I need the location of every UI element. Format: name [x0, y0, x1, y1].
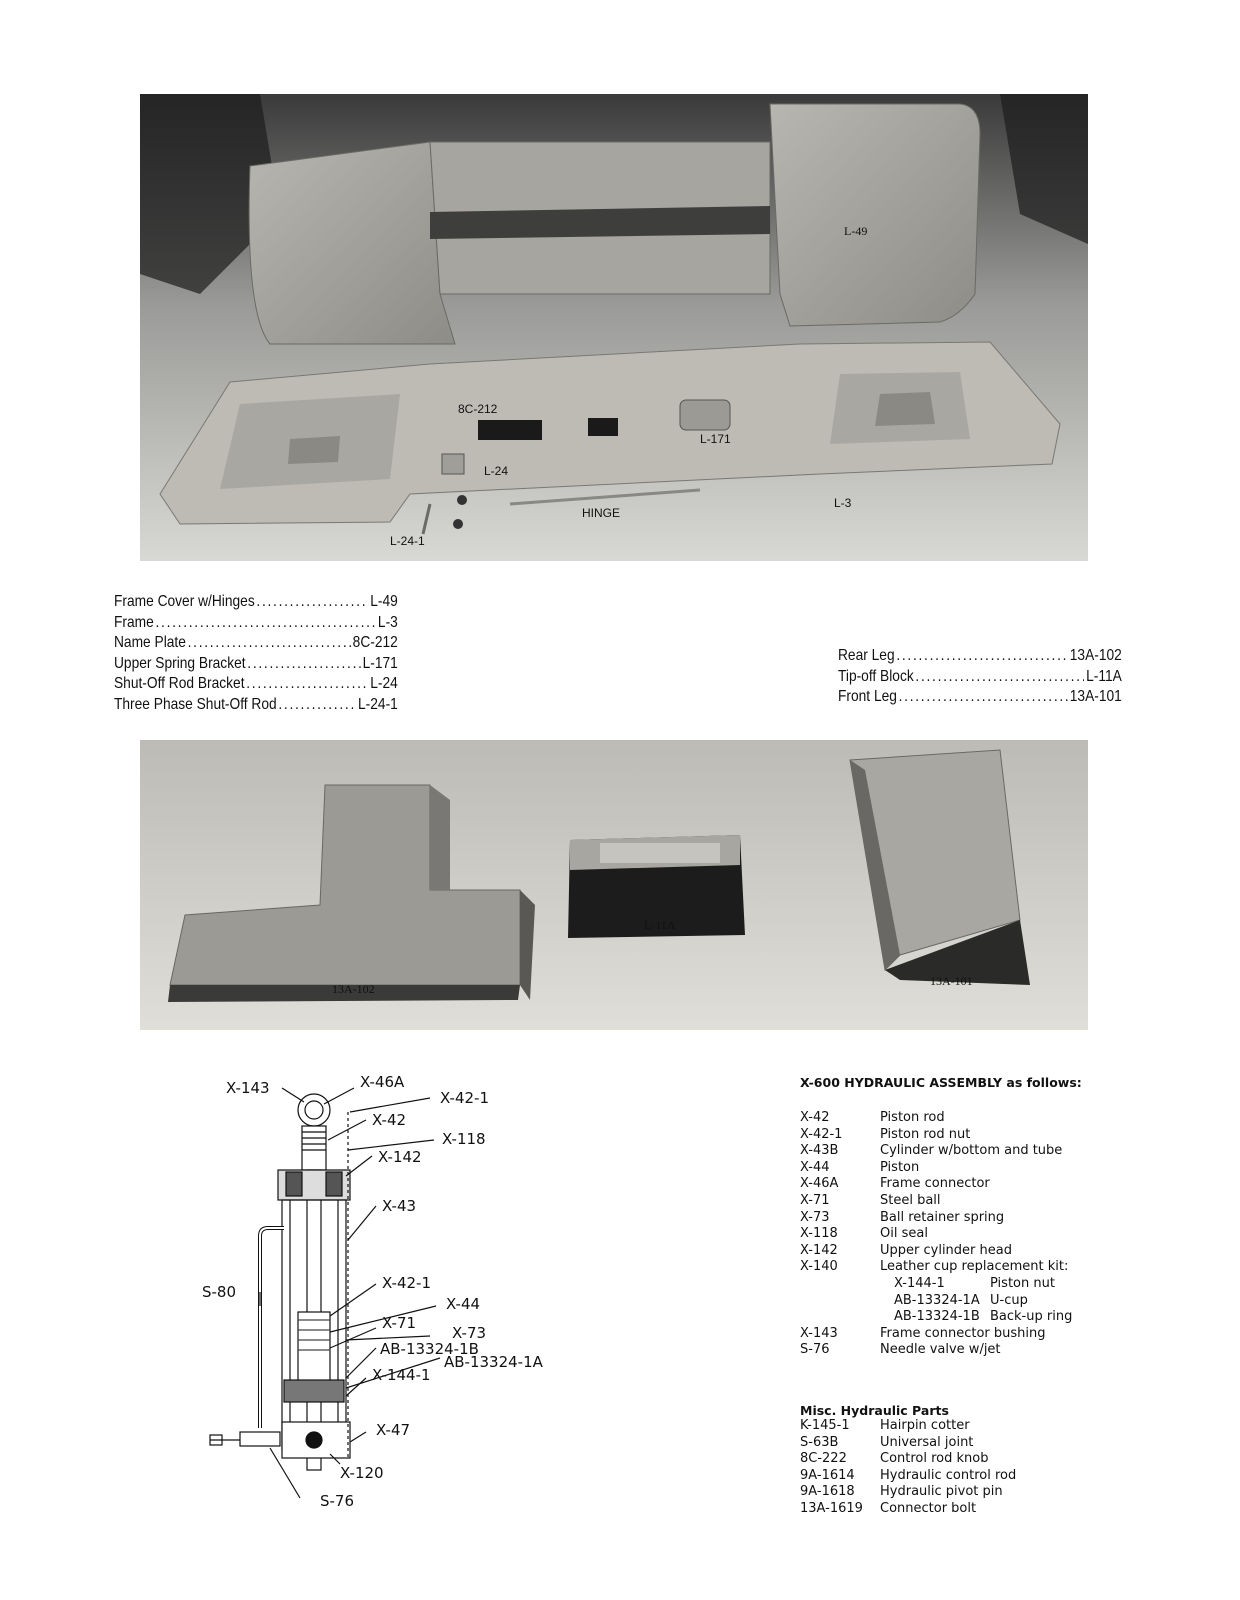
leader-dots: [278, 695, 356, 716]
list-item: [800, 1110, 1220, 1127]
leader-dots: [899, 687, 1068, 708]
list-item: [838, 667, 1122, 688]
leader-dots: [896, 646, 1068, 667]
diagram-label-x47: X-47: [376, 1421, 411, 1439]
part-desc: Upper cylinder head: [880, 1242, 1012, 1258]
list-item: [114, 633, 398, 654]
part-code: 13A-101: [1069, 688, 1122, 705]
part-code: S-76: [800, 1342, 830, 1358]
list-item: [800, 1326, 1220, 1343]
part-desc: Piston rod: [880, 1110, 945, 1125]
part-code: X-142: [800, 1242, 838, 1258]
part-name: Name Plate: [114, 634, 186, 651]
part-desc: Hydraulic pivot pin: [880, 1484, 1003, 1500]
misc-hydraulic-parts-list: [800, 1403, 1220, 1518]
part-code: S-63B: [800, 1434, 839, 1450]
list-item: [800, 1160, 1220, 1177]
leader-dots: [246, 674, 368, 695]
part-code: 9A-1618: [800, 1484, 855, 1500]
hydraulic-cylinder-diagram: [200, 1080, 560, 1520]
part-name: Frame: [114, 613, 154, 631]
part-name: Upper Spring Bracket: [114, 654, 246, 672]
part-code: X-43B: [800, 1143, 839, 1159]
part-code: X-42-1: [800, 1126, 843, 1142]
list-item: [800, 1210, 1220, 1227]
diagram-label-x71: X-71: [382, 1314, 417, 1332]
list-item: [800, 1484, 1220, 1501]
label-l3: L-3: [834, 496, 852, 510]
legs-photo: [140, 740, 1088, 1030]
list-item: [800, 1451, 1220, 1468]
kit-item: [800, 1276, 1220, 1293]
leader-dots: [155, 613, 376, 634]
part-desc: Connector bolt: [880, 1500, 977, 1516]
part-name: Frame Cover w/Hinges: [114, 593, 255, 610]
leader-dots: [915, 667, 1084, 688]
part-desc: Hairpin cotter: [880, 1418, 970, 1433]
part-code: L-171: [362, 654, 398, 672]
list-item: [114, 592, 398, 613]
list-item: [800, 1243, 1220, 1260]
diagram-label-x44: X-44: [446, 1295, 481, 1313]
part-desc: Leather cup replacement kit:: [880, 1259, 1069, 1275]
frame-parts-photo: [140, 94, 1088, 561]
diagram-label-x42-1-lower: X-42-1: [382, 1274, 431, 1292]
part-code: 13A-102: [1069, 647, 1122, 664]
diagram-label-x42-1: X-42-1: [440, 1089, 489, 1107]
part-code: X-144-1: [894, 1275, 945, 1291]
part-code: X-143: [800, 1325, 838, 1341]
kit-item: [800, 1293, 1220, 1310]
diagram-label-ab13324-1b: AB-13324-1B: [380, 1340, 479, 1358]
parts-list-legs: [838, 646, 1122, 708]
part-code: X-118: [800, 1226, 838, 1242]
part-desc: Needle valve w/jet: [880, 1342, 1001, 1358]
part-name: Shut-Off Rod Bracket: [114, 675, 245, 692]
part-code: 13A-1619: [800, 1500, 863, 1516]
label-hinge: HINGE: [582, 506, 621, 520]
list-item: [800, 1193, 1220, 1210]
part-name: Three Phase Shut-Off Rod: [114, 695, 277, 713]
leader-dots: [247, 654, 361, 675]
list-item: [800, 1127, 1220, 1144]
diagram-label-ab13324-1a: AB-13324-1A: [444, 1353, 543, 1371]
part-desc: Cylinder w/bottom and tube: [880, 1143, 1063, 1159]
part-name: Tip-off Block: [838, 667, 914, 685]
parts-list-frame: [114, 592, 398, 715]
label-8c212: 8C-212: [458, 402, 498, 416]
list-item: [114, 654, 398, 675]
part-code: X-44: [800, 1159, 830, 1175]
diagram-label-x42: X-42: [372, 1111, 407, 1129]
part-code: L-11A: [1086, 667, 1122, 685]
list-item: [800, 1418, 1220, 1435]
label-l11a: L-11A: [644, 918, 676, 932]
part-code: L-24-1: [358, 695, 398, 713]
part-code: AB-13324-1B: [894, 1309, 980, 1325]
part-desc: U-cup: [990, 1292, 1028, 1308]
list-item: [838, 687, 1122, 708]
part-code: 8C-212: [352, 634, 398, 651]
part-code: 9A-1614: [800, 1467, 855, 1483]
frame-parts-photo-art: [140, 94, 1088, 561]
list-item: [114, 695, 398, 716]
part-desc: Hydraulic control rod: [880, 1467, 1017, 1483]
label-13a101: 13A-101: [930, 974, 973, 988]
part-name: Rear Leg: [838, 647, 895, 664]
diagram-label-x73: X-73: [452, 1324, 487, 1342]
list-item: [800, 1435, 1220, 1452]
list-item: [800, 1468, 1220, 1485]
part-code: AB-13324-1A: [894, 1292, 980, 1308]
part-desc: Piston: [880, 1159, 920, 1175]
part-code: X-42: [800, 1110, 830, 1125]
list-item: [838, 646, 1122, 667]
part-desc: Frame connector: [880, 1176, 990, 1192]
part-desc: Piston rod nut: [880, 1126, 971, 1142]
diagram-label-x43: X-43: [382, 1197, 417, 1215]
part-name: Front Leg: [838, 688, 897, 705]
diagram-label-x46a: X-46A: [360, 1073, 405, 1091]
list-item: [114, 613, 398, 634]
list-item: [800, 1176, 1220, 1193]
list-item: [114, 674, 398, 695]
part-code: L-24: [370, 675, 398, 692]
part-code: 8C-222: [800, 1451, 847, 1467]
list-item: [800, 1226, 1220, 1243]
part-code: X-71: [800, 1192, 830, 1208]
diagram-label-x118: X-118: [442, 1130, 486, 1148]
leader-dots: [256, 592, 368, 613]
label-13a102: 13A-102: [332, 982, 375, 996]
part-code: K-145-1: [800, 1418, 850, 1433]
part-desc: Universal joint: [880, 1434, 974, 1450]
section-title: X-600 HYDRAULIC ASSEMBLY as follows:: [800, 1075, 1082, 1090]
part-code: L-3: [377, 613, 398, 631]
diagram-label-x142: X-142: [378, 1148, 422, 1166]
part-code: X-46A: [800, 1176, 839, 1192]
leader-dots: [188, 633, 351, 654]
list-item: [800, 1259, 1220, 1276]
part-code: L-49: [370, 593, 398, 610]
part-desc: Control rod knob: [880, 1451, 989, 1467]
part-desc: Frame connector bushing: [880, 1325, 1046, 1341]
part-code: X-140: [800, 1259, 838, 1275]
part-desc: Ball retainer spring: [880, 1209, 1005, 1225]
hydraulic-assembly-list: [800, 1075, 1220, 1359]
part-desc: Piston nut: [990, 1275, 1055, 1291]
part-desc: Steel ball: [880, 1192, 941, 1208]
diagram-label-x144-1: X-144-1: [372, 1366, 431, 1384]
label-l171: L-171: [700, 432, 731, 446]
list-item: [800, 1342, 1220, 1359]
label-l49: L-49: [844, 224, 868, 238]
part-code: X-73: [800, 1209, 830, 1225]
label-l24-1: L-24-1: [390, 534, 425, 548]
label-l24: L-24: [484, 464, 509, 478]
diagram-label-x143: X-143: [226, 1079, 270, 1097]
part-desc: Back-up ring: [990, 1309, 1073, 1325]
list-item: [800, 1143, 1220, 1160]
diagram-label-s76: S-76: [320, 1492, 355, 1510]
diagram-label-x120: X-120: [340, 1464, 384, 1482]
section-title: Misc. Hydraulic Parts: [800, 1403, 949, 1418]
kit-item: [800, 1309, 1220, 1326]
diagram-label-s80: S-80: [202, 1283, 237, 1301]
list-item: [800, 1501, 1220, 1518]
part-desc: Oil seal: [880, 1226, 928, 1242]
